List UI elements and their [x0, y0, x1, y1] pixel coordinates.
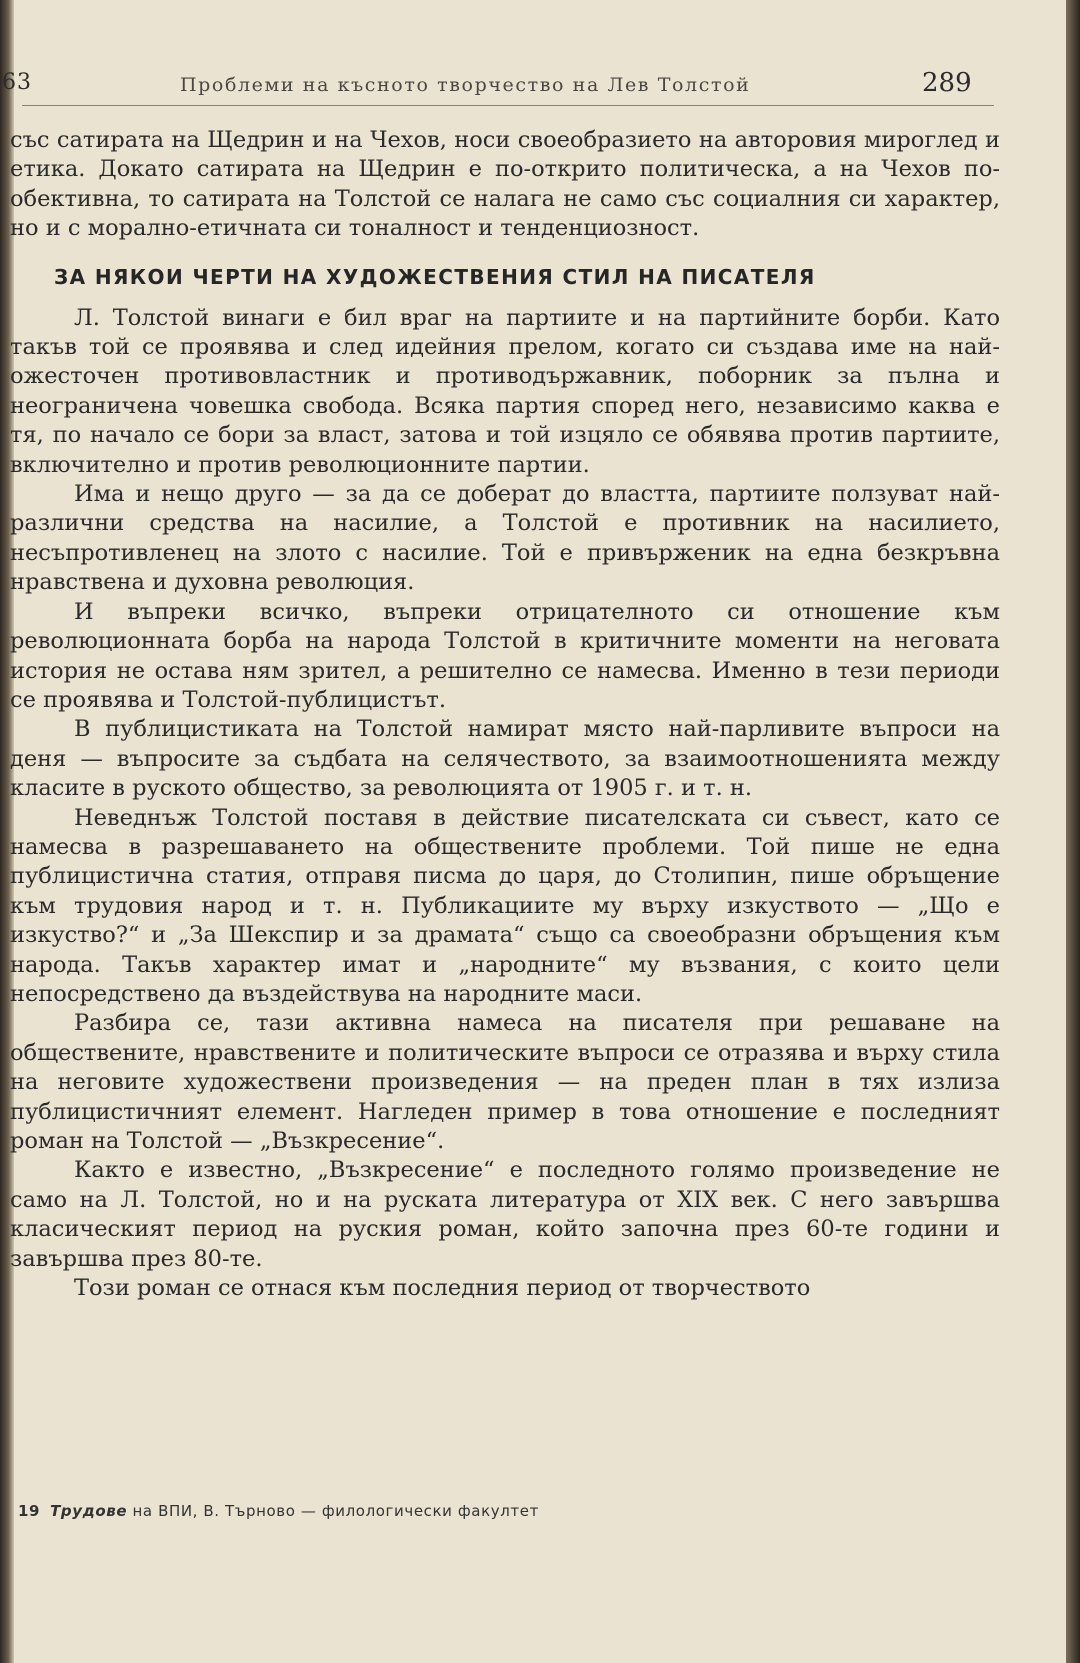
paragraph: Има и нещо друго — за да се доберат до властта, партиите ползуват най-различни средства на насилие, а Толстой е противник на насилието, несъпротивленец на злото с насилие. Той е привърженик на една безкръвна нравствена и духовна революция.: [10, 481, 1000, 596]
signature-number: 19: [18, 1502, 41, 1520]
journal-name-rest: на ВПИ, В. Търново — филологически факултет: [132, 1502, 539, 1520]
page-header: [0, 68, 1000, 106]
signature-footer: [18, 1502, 539, 1520]
paragraph: Разбира се, тази активна намеса на писателя при решаване на обществените, нравствените и политическите въпроси се отразява и върху стила на неговите художествени произведения — на преден план в тях излиза публицистичният елемент. Нагледен пример в това отношение е последният роман на Толстой — „Възкресение“.: [10, 1010, 1000, 1154]
previous-page-number-fragment: 63: [2, 70, 32, 95]
journal-name-lead: Трудове: [50, 1502, 128, 1520]
paragraph: Л. Толстой винаги е бил враг на партиите и на партийните борби. Като такъв той се проявява и след идейния прелом, когато си създава име на най-ожесточен противовластник и противодържавник, поборник за пълна и неограничена човешка свобода. Всяка партия според него, независимо каква е тя, по начало се бори за власт, затова и той изцяло се обявява против партиите, включително и против революционните партии.: [10, 304, 1000, 478]
page-number: 289: [922, 68, 972, 98]
header-divider: [22, 105, 994, 106]
paragraph: Неведнъж Толстой поставя в действие писателската си съвест, като се намесва в разрешаването на обществените проблеми. Той пише не една публицистична статия, отправя писма до царя, до Столипин, пише обръщение към трудовия народ и т. н. Публикациите му върху изкуството — „Що е изкуство?“ и „За Шекспир и за драмата“ също са своеобразни обръщения към народа. Такъв характер имат и „народните“ му възвания, с които цели непосредствено да въздействува на народните маси.: [10, 804, 1000, 1007]
paragraph: В публицистиката на Толстой намират място най-парливите въпроси на деня — въпросите за съдбата на селячеството, за взаимоотношенията между класите в руското общество, за революцията от 1905 г. и т. н.: [10, 716, 1000, 802]
main-text: [10, 126, 1000, 1303]
paragraph: И въпреки всичко, въпреки отрицателното си отношение към революционната борба на народа Толстой в критичните моменти на неговата история не остава ням зрител, а решително се намесва. Именно в тези периоди се проявява и Толстой-публицистът.: [10, 598, 1000, 713]
scan-edge-shadow: [1066, 0, 1080, 1663]
paragraph: Както е известно, „Възкресение“ е последното голямо произведение не само на Л. Толстой, но и на руската литература от XIX век. С него завършва класическият период на руския роман, който започна през 60-те години и завършва през 80-те.: [10, 1157, 1000, 1272]
section-heading: ЗА НЯКОИ ЧЕРТИ НА ХУДОЖЕСТВЕНИЯ СТИЛ НА ПИСАТЕЛЯ: [54, 264, 816, 289]
paragraph-continues: Този роман се отнася към последния период от творчеството: [74, 1275, 811, 1302]
paragraph-continued: със сатирата на Щедрин и на Чехов, носи своеобразието на авторовия мироглед и етика. Докато сатирата на Щедрин е по-открито политическа, а на Чехов по-обективна, то сатирата на Толстой се налага не само със социалния си характер, но и с морално-етичната си тоналност и тенденциозност.: [10, 127, 1000, 242]
running-title: Проблеми на късното творчество на Лев Толстой: [180, 74, 751, 96]
